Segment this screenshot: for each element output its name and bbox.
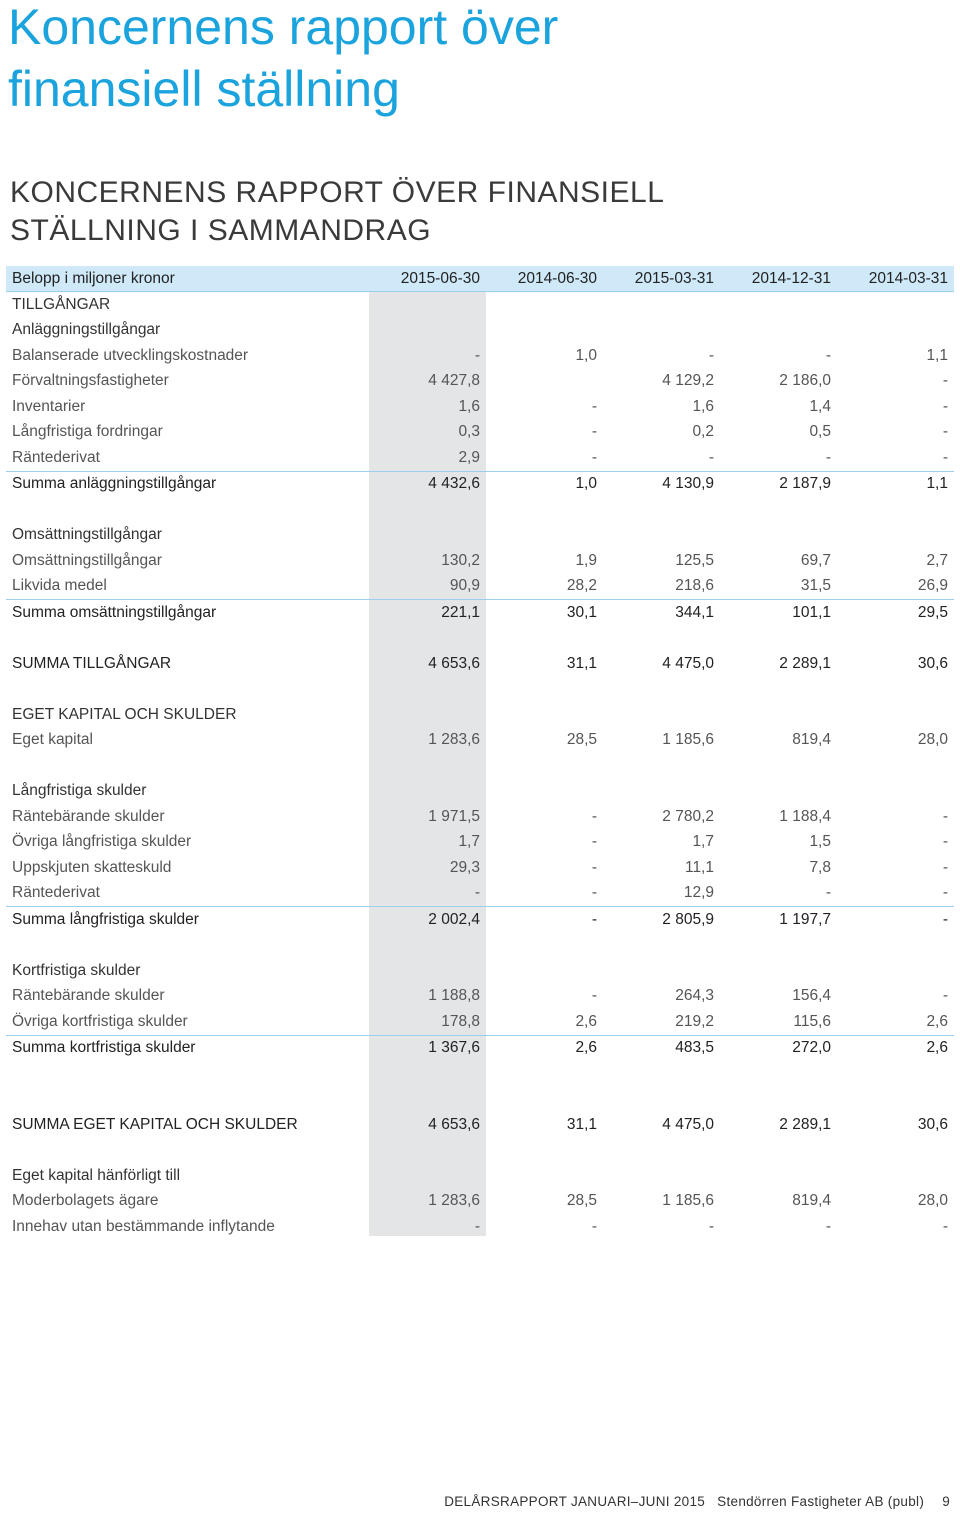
value-cell: - (591, 807, 597, 825)
value-cell: 28,0 (917, 1192, 948, 1210)
value-cell (486, 1163, 603, 1189)
value-cell: 219,2 (603, 1009, 720, 1035)
value-cell: - (837, 881, 954, 907)
value-cell: 819,4 (792, 1192, 831, 1210)
row-label: Räntebärande skulder (12, 807, 165, 825)
value-cell: 4 653,6 (428, 1115, 480, 1133)
value-cell (369, 779, 486, 805)
value-cell: 4 129,2 (662, 372, 714, 390)
table-row (6, 984, 954, 1010)
value-cell: - (825, 1217, 831, 1235)
value-cell: - (591, 987, 597, 1005)
value-cell (720, 958, 837, 984)
value-cell: 1 188,4 (779, 807, 831, 825)
value-cell (837, 523, 954, 549)
value-cell: 12,9 (603, 881, 720, 907)
value-cell (720, 292, 837, 318)
spacer-cell (6, 753, 954, 779)
row-label: Innehav utan bestämmande inflytande (12, 1217, 275, 1235)
section-heading-row (6, 958, 954, 984)
value-cell: 1,1 (926, 346, 948, 364)
value-cell: 1 283,6 (428, 731, 480, 749)
page-title: Koncernens rapport över finansiell ställning (8, 0, 559, 117)
value-cell: 130,2 (441, 551, 480, 569)
value-cell: 2 186,0 (779, 372, 831, 390)
value-cell: 1,5 (809, 833, 831, 851)
value-cell: - (591, 397, 597, 415)
value-cell: 156,4 (792, 987, 831, 1005)
row-label: Anläggningstillgångar (12, 321, 161, 339)
row-label: Omsättningstillgångar (12, 551, 162, 569)
value-cell: 1 367,6 (428, 1039, 480, 1057)
value-cell: - (486, 445, 603, 471)
header-cell: 2014-12-31 (720, 266, 837, 292)
total-row (6, 1112, 954, 1138)
value-cell: - (591, 1217, 597, 1235)
value-cell (369, 958, 486, 984)
spacer-row (6, 1061, 954, 1112)
section-heading-row (6, 292, 954, 318)
value-cell (603, 318, 720, 344)
row-label: Förvaltningsfastigheter (12, 372, 169, 390)
value-cell (720, 779, 837, 805)
value-cell: 1 283,6 (428, 1192, 480, 1210)
value-cell: - (474, 1217, 480, 1235)
total-row (6, 907, 954, 933)
value-cell (603, 523, 720, 549)
value-cell: - (942, 858, 948, 876)
row-label: Omsättningstillgångar (12, 526, 162, 544)
value-cell (369, 318, 486, 344)
footer-report-name: DELÅRSRAPPORT JANUARI–JUNI 2015 (444, 1494, 706, 1509)
value-cell: 101,1 (792, 603, 831, 621)
value-cell: - (591, 423, 597, 441)
value-cell (837, 318, 954, 344)
spacer-cell (6, 626, 954, 652)
value-cell: 28,5 (566, 731, 597, 749)
value-cell: 4 130,9 (662, 475, 714, 493)
value-cell: - (591, 833, 597, 851)
value-cell (369, 702, 486, 728)
row-label: Räntederivat (6, 445, 369, 471)
row-label: Balanserade utvecklingskostnader (12, 346, 249, 364)
table-row (6, 394, 954, 420)
footer-company: Stendörren Fastigheter AB (publ) (717, 1494, 925, 1509)
value-cell: 125,5 (675, 551, 714, 569)
value-cell: 1 188,8 (428, 987, 480, 1005)
row-label: Uppskjuten skatteskuld (12, 858, 172, 876)
value-cell: 2,6 (486, 1009, 603, 1035)
value-cell: - (942, 372, 948, 390)
value-cell: - (942, 910, 948, 928)
page-number: 9 (942, 1494, 950, 1509)
value-cell: 11,1 (684, 858, 714, 876)
value-cell: 26,9 (837, 574, 954, 600)
row-label: Långfristiga skulder (12, 782, 147, 800)
table-row (6, 1189, 954, 1215)
value-cell (720, 318, 837, 344)
row-label: Eget kapital (12, 731, 93, 749)
table-row (6, 369, 954, 395)
row-label: Övriga kortfristiga skulder (6, 1009, 369, 1035)
value-cell: 1 971,5 (428, 807, 480, 825)
value-cell: 31,1 (566, 1115, 597, 1133)
value-cell: 2 805,9 (662, 910, 714, 928)
value-cell: - (369, 881, 486, 907)
value-cell: 0,2 (692, 423, 714, 441)
row-label: EGET KAPITAL OCH SKULDER (12, 705, 237, 723)
value-cell: 2 289,1 (779, 654, 831, 672)
header-cell: 2014-06-30 (486, 266, 603, 292)
value-cell: - (942, 423, 948, 441)
balance-sheet-table-container (6, 266, 954, 1240)
value-cell: 4 432,6 (428, 475, 480, 493)
value-cell (369, 292, 486, 318)
value-cell: - (603, 445, 720, 471)
section-heading-row (6, 523, 954, 549)
value-cell: 1 197,7 (779, 910, 831, 928)
value-cell: 2 780,2 (662, 807, 714, 825)
value-cell: 28,5 (566, 1192, 597, 1210)
row-label: SUMMA EGET KAPITAL OCH SKULDER (12, 1115, 298, 1133)
value-cell (603, 779, 720, 805)
value-cell: 1,6 (692, 397, 714, 415)
value-cell: 1,6 (458, 397, 480, 415)
spacer-row (6, 626, 954, 652)
value-cell: - (942, 397, 948, 415)
total-row (6, 471, 954, 497)
value-cell: 1,4 (809, 397, 831, 415)
spacer-cell (6, 1138, 954, 1164)
value-cell: - (837, 445, 954, 471)
row-label: Inventarier (12, 397, 86, 415)
value-cell (486, 702, 603, 728)
value-cell: 1,0 (575, 475, 597, 493)
spacer-row (6, 1138, 954, 1164)
table-row (6, 548, 954, 574)
table-row (6, 1009, 954, 1035)
row-label: Summa kortfristiga skulder (12, 1039, 196, 1057)
value-cell: 2 002,4 (428, 910, 480, 928)
value-cell: 69,7 (800, 551, 831, 569)
value-cell: 31,1 (566, 654, 597, 672)
value-cell (486, 369, 603, 395)
value-cell: - (708, 346, 714, 364)
value-cell: - (486, 881, 603, 907)
table-row (6, 420, 954, 446)
spacer-cell (6, 933, 954, 959)
value-cell (837, 1163, 954, 1189)
table-row (6, 881, 954, 907)
spacer-row (6, 933, 954, 959)
row-label: Övriga långfristiga skulder (12, 833, 192, 851)
value-cell: 221,1 (441, 603, 480, 621)
header-cell: 2015-06-30 (369, 266, 486, 292)
value-cell (369, 523, 486, 549)
row-label: Räntederivat (6, 881, 369, 907)
value-cell: - (942, 833, 948, 851)
row-label: Långfristiga fordringar (12, 423, 163, 441)
value-cell (369, 1163, 486, 1189)
value-cell: 1,1 (926, 475, 948, 493)
value-cell: - (591, 910, 597, 928)
value-cell: 90,9 (369, 574, 486, 600)
value-cell: - (591, 858, 597, 876)
total-row (6, 651, 954, 677)
spacer-row (6, 753, 954, 779)
total-row (6, 1035, 954, 1061)
value-cell (837, 292, 954, 318)
value-cell: 1 185,6 (662, 731, 714, 749)
page-footer (444, 1494, 950, 1509)
header-cell: Belopp i miljoner kronor (6, 266, 369, 292)
table-row (6, 728, 954, 754)
value-cell (486, 958, 603, 984)
row-label: TILLGÅNGAR (12, 295, 111, 313)
value-cell: 2,7 (926, 551, 948, 569)
value-cell: 272,0 (792, 1039, 831, 1057)
value-cell: 0,5 (809, 423, 831, 441)
row-label: Moderbolagets ägare (12, 1192, 159, 1210)
table-row (6, 855, 954, 881)
value-cell (603, 292, 720, 318)
table-header-row (6, 266, 954, 292)
value-cell: 115,6 (720, 1009, 837, 1035)
section-heading-row (6, 318, 954, 344)
value-cell (486, 779, 603, 805)
value-cell: 31,5 (720, 574, 837, 600)
value-cell: 2,9 (369, 445, 486, 471)
value-cell: 218,6 (603, 574, 720, 600)
value-cell: 2 187,9 (779, 475, 831, 493)
header-cell: 2014-03-31 (837, 266, 954, 292)
value-cell: 344,1 (675, 603, 714, 621)
value-cell (486, 318, 603, 344)
section-heading-row (6, 779, 954, 805)
value-cell: - (942, 807, 948, 825)
value-cell: 1,9 (575, 551, 597, 569)
value-cell: 4 475,0 (662, 654, 714, 672)
value-cell: 1 185,6 (662, 1192, 714, 1210)
spacer-row (6, 497, 954, 523)
value-cell (837, 779, 954, 805)
value-cell (603, 958, 720, 984)
value-cell: 4 427,8 (428, 372, 480, 390)
table-body (6, 292, 954, 1240)
value-cell: 29,3 (449, 858, 480, 876)
value-cell: 28,0 (917, 731, 948, 749)
value-cell: 30,6 (917, 1115, 948, 1133)
section-heading-row (6, 702, 954, 728)
value-cell (486, 523, 603, 549)
spacer-cell (6, 1061, 954, 1112)
row-label: Summa omsättningstillgångar (12, 603, 217, 621)
value-cell (720, 1163, 837, 1189)
value-cell: 2,6 (837, 1009, 954, 1035)
table-row (6, 804, 954, 830)
header-cell: 2015-03-31 (603, 266, 720, 292)
value-cell: 819,4 (792, 731, 831, 749)
section-heading-row (6, 1163, 954, 1189)
table-row (6, 574, 954, 600)
row-label: Summa anläggningstillgångar (12, 475, 217, 493)
value-cell: - (825, 346, 831, 364)
balance-sheet-table (6, 266, 954, 1240)
value-cell: 0,3 (458, 423, 480, 441)
row-label: Summa långfristiga skulder (12, 910, 199, 928)
value-cell: 4 475,0 (662, 1115, 714, 1133)
value-cell: 2,6 (926, 1039, 948, 1057)
table-row (6, 1214, 954, 1240)
value-cell: 29,5 (917, 603, 948, 621)
value-cell: 178,8 (369, 1009, 486, 1035)
value-cell (837, 958, 954, 984)
row-label: Kortfristiga skulder (12, 961, 141, 979)
spacer-row (6, 677, 954, 703)
value-cell (486, 292, 603, 318)
value-cell: - (942, 1217, 948, 1235)
value-cell: 483,5 (675, 1039, 714, 1057)
row-label: Räntebärande skulder (12, 987, 165, 1005)
value-cell: 7,8 (809, 858, 831, 876)
value-cell (603, 702, 720, 728)
value-cell: 1,0 (575, 346, 597, 364)
section-title: KONCERNENS RAPPORT ÖVER FINANSIELL STÄLLNING I SAMMANDRAG (10, 176, 664, 247)
table-row (6, 343, 954, 369)
row-label: Likvida medel (6, 574, 369, 600)
value-cell (720, 702, 837, 728)
value-cell: - (474, 346, 480, 364)
value-cell (603, 1163, 720, 1189)
value-cell: 28,2 (486, 574, 603, 600)
table-row (6, 830, 954, 856)
value-cell: 264,3 (675, 987, 714, 1005)
value-cell: 1,7 (458, 833, 480, 851)
spacer-cell (6, 497, 954, 523)
value-cell: - (708, 1217, 714, 1235)
table-row (6, 445, 954, 471)
spacer-cell (6, 677, 954, 703)
value-cell: - (720, 881, 837, 907)
row-label: Eget kapital hänförligt till (12, 1166, 181, 1184)
value-cell: - (720, 445, 837, 471)
total-row (6, 600, 954, 626)
value-cell: 1,7 (692, 833, 714, 851)
row-label: SUMMA TILLGÅNGAR (12, 654, 172, 672)
value-cell: 30,1 (566, 603, 597, 621)
value-cell (837, 702, 954, 728)
value-cell: 4 653,6 (428, 654, 480, 672)
value-cell: - (942, 987, 948, 1005)
value-cell: 2 289,1 (779, 1115, 831, 1133)
value-cell: 30,6 (917, 654, 948, 672)
value-cell (720, 523, 837, 549)
value-cell: 2,6 (575, 1039, 597, 1057)
